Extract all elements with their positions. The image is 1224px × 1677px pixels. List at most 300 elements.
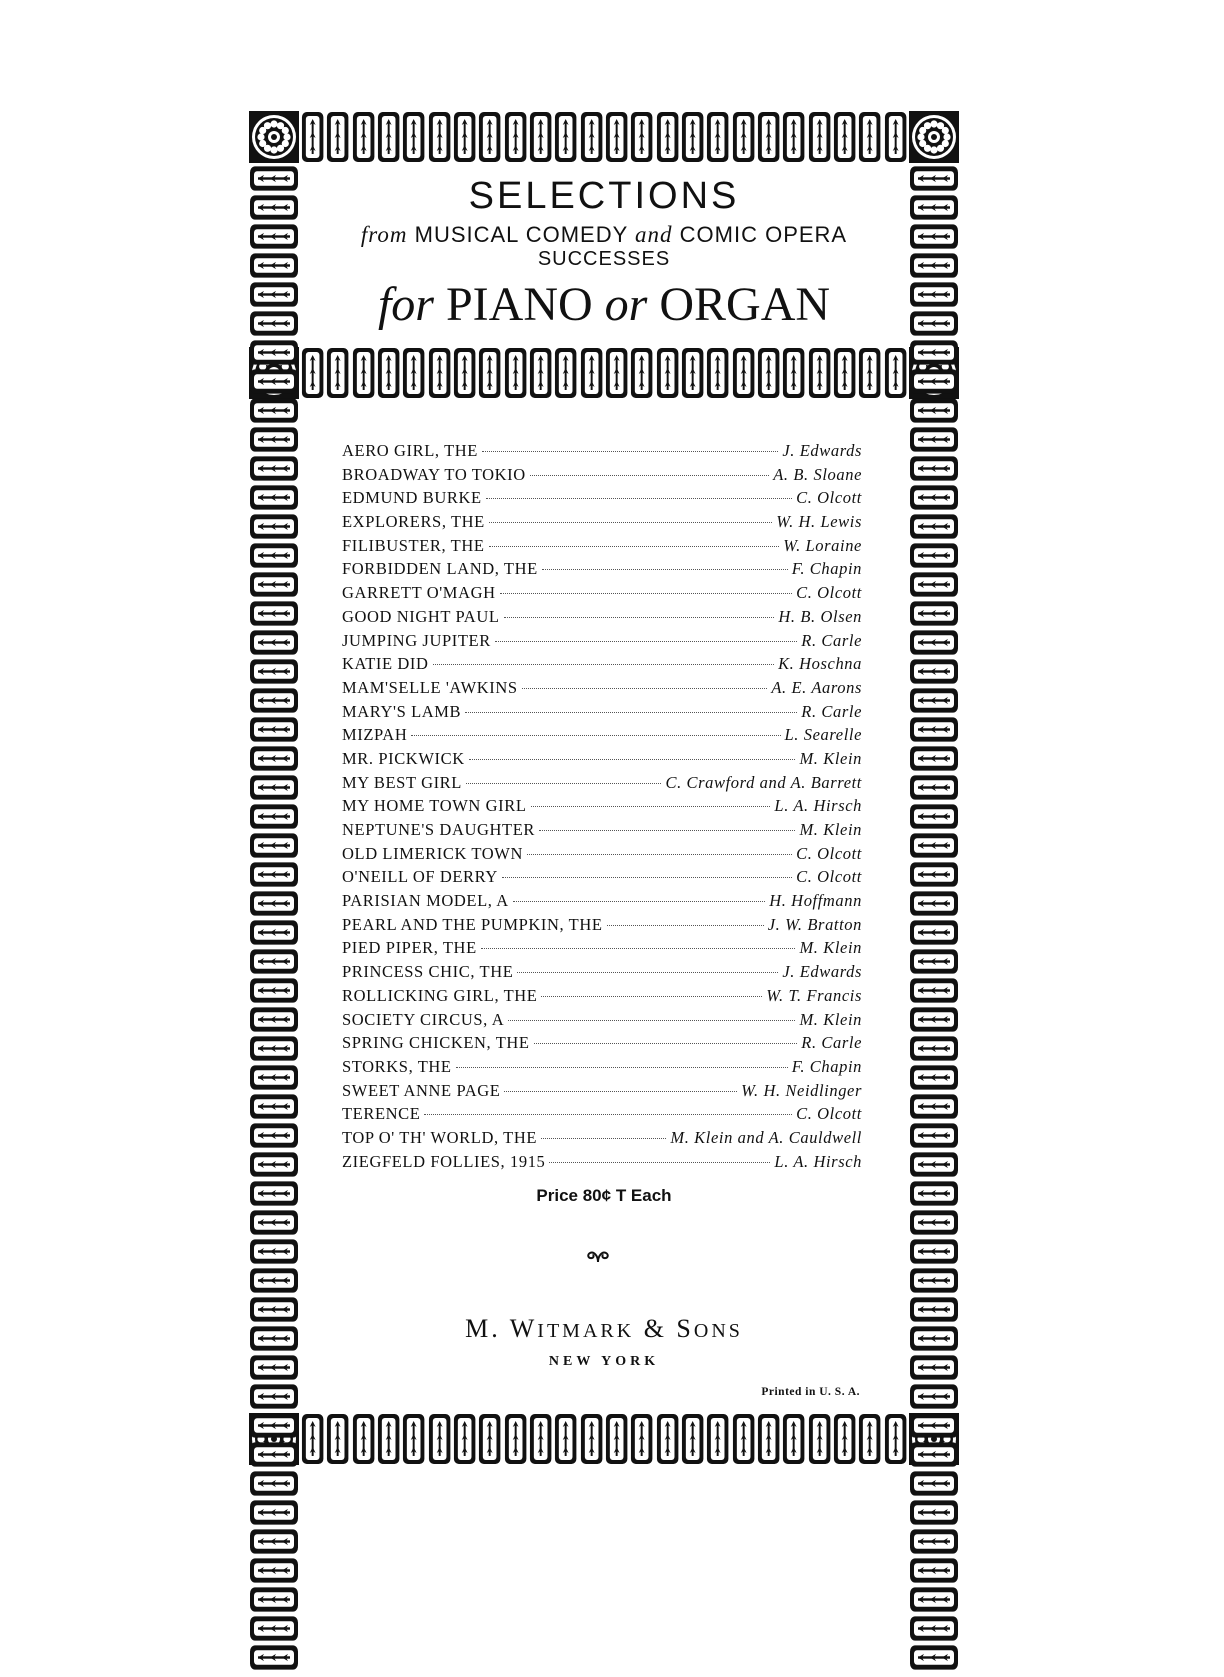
border-tile-icon: [629, 346, 654, 400]
border-tile-icon: [477, 346, 502, 400]
border-tile-icon: [908, 628, 960, 657]
list-item: [342, 984, 862, 1008]
dot-leader: [486, 497, 792, 499]
selection-title: FORBIDDEN LAND, THE: [342, 559, 538, 579]
border-tile-icon: [248, 715, 300, 744]
selection-composer: W. H. Lewis: [776, 512, 862, 532]
border-tile-icon: [248, 744, 300, 773]
border-tile-icon: [908, 1614, 960, 1643]
border-tile-icon: [248, 802, 300, 831]
publisher-initial: M.: [465, 1314, 501, 1343]
ornamental-border-right: [908, 164, 960, 1412]
border-tile-icon: [908, 251, 960, 280]
dot-leader: [469, 758, 796, 760]
selections-list: [342, 439, 862, 1173]
border-tile-icon: [427, 346, 452, 400]
selection-composer: C. Olcott: [796, 488, 862, 508]
flourish-ornament-icon: [586, 1248, 610, 1264]
ornamental-border-top: [248, 110, 960, 164]
border-tile-icon: [376, 346, 401, 400]
selection-title: KATIE DID: [342, 654, 429, 674]
border-tile-icon: [629, 1412, 654, 1466]
publisher-ampersand: &: [643, 1314, 667, 1343]
border-tile-icon: [908, 1324, 960, 1353]
selection-title: PIED PIPER, THE: [342, 938, 477, 958]
border-tile-icon: [908, 1063, 960, 1092]
rosette-ornament-icon: [908, 110, 960, 164]
dot-leader: [504, 616, 775, 618]
border-tile-icon: [680, 110, 705, 164]
border-tile-icon: [807, 1412, 832, 1466]
list-item: [342, 629, 862, 653]
border-tile-icon: [781, 346, 806, 400]
border-tile-icon: [908, 338, 960, 367]
border-tile-icon: [908, 222, 960, 251]
selection-title: O'NEILL OF DERRY: [342, 867, 498, 887]
border-tile-icon: [908, 454, 960, 483]
selection-composer: M. Klein: [799, 748, 862, 768]
page-title: SELECTIONS: [468, 175, 740, 217]
border-tile-icon: [248, 338, 300, 367]
border-tile-icon: [248, 570, 300, 599]
border-tile-icon: [908, 280, 960, 309]
border-tile-icon: [908, 686, 960, 715]
border-tile-icon: [579, 1412, 604, 1466]
border-tile-icon: [807, 346, 832, 400]
border-tile-icon: [832, 110, 857, 164]
selection-composer: C. Crawford and A. Barrett: [665, 772, 862, 792]
list-item: [342, 913, 862, 937]
selection-title: GOOD NIGHT PAUL: [342, 606, 500, 626]
border-tile-icon: [857, 1412, 882, 1466]
border-tile-icon: [248, 541, 300, 570]
dot-leader: [530, 474, 769, 476]
border-tile-icon: [680, 346, 705, 400]
border-tile-icon: [248, 1469, 300, 1498]
border-tile-icon: [655, 346, 680, 400]
border-tile-icon: [452, 346, 477, 400]
border-tile-icon: [248, 1324, 300, 1353]
list-item: [342, 510, 862, 534]
subtitle-line-1: [300, 222, 908, 248]
subtitle-line-2: SUCCESSES: [537, 248, 671, 270]
list-item: [342, 1008, 862, 1032]
dot-leader: [508, 1019, 795, 1021]
dot-leader: [411, 734, 780, 736]
dot-leader: [517, 971, 778, 973]
list-item: [342, 960, 862, 984]
subtitle-comic-opera: COMIC OPERA: [679, 222, 848, 247]
border-tile-icon: [248, 164, 300, 193]
border-tile-icon: [908, 1179, 960, 1208]
border-tile-icon: [248, 599, 300, 628]
border-tile-icon: [248, 1556, 300, 1585]
selection-composer: H. B. Olsen: [778, 606, 862, 626]
border-tile-icon: [908, 1295, 960, 1324]
border-tile-icon: [908, 1643, 960, 1672]
border-tile-icon: [248, 483, 300, 512]
border-tile-icon: [908, 1121, 960, 1150]
border-tile-icon: [705, 346, 730, 400]
subtitle-from: from: [360, 222, 408, 247]
border-tile-icon: [376, 110, 401, 164]
rosette-ornament-icon: [248, 110, 300, 164]
selection-composer: W. T. Francis: [766, 985, 862, 1005]
border-tile-icon: [300, 110, 325, 164]
border-tile-icon: [908, 1498, 960, 1527]
border-tile-icon: [248, 1121, 300, 1150]
dot-leader: [481, 947, 796, 949]
publisher-s: S: [676, 1314, 694, 1343]
border-tile-icon: [731, 110, 756, 164]
border-tile-icon: [579, 110, 604, 164]
border-tile-icon: [832, 1412, 857, 1466]
border-tile-icon: [731, 1412, 756, 1466]
border-tile-icon: [248, 512, 300, 541]
selection-composer: M. Klein and A. Cauldwell: [670, 1127, 862, 1147]
price-note: Price 80¢ T Each: [536, 1186, 672, 1205]
border-tile-icon: [908, 1266, 960, 1295]
selection-title: STORKS, THE: [342, 1056, 452, 1076]
selection-title: MAM'SELLE 'AWKINS: [342, 677, 518, 697]
border-tile-icon: [401, 110, 426, 164]
border-tile-icon: [908, 1237, 960, 1266]
border-tile-icon: [248, 1005, 300, 1034]
border-tile-icon: [553, 1412, 578, 1466]
dot-leader: [489, 545, 780, 547]
title-panel: [300, 164, 908, 346]
border-tile-icon: [908, 1440, 960, 1469]
dot-leader: [465, 711, 797, 713]
border-tile-icon: [248, 860, 300, 889]
dot-leader: [500, 592, 792, 594]
border-tile-icon: [248, 1237, 300, 1266]
selection-title: BROADWAY TO TOKIO: [342, 464, 526, 484]
border-tile-icon: [883, 110, 908, 164]
border-tile-icon: [248, 1150, 300, 1179]
subtitle-musical-comedy: MUSICAL COMEDY: [414, 222, 628, 247]
border-tile-icon: [655, 1412, 680, 1466]
border-tile-icon: [604, 346, 629, 400]
dot-leader: [539, 829, 795, 831]
border-tile-icon: [908, 831, 960, 860]
border-tile-icon: [248, 1353, 300, 1382]
list-item: [342, 439, 862, 463]
selection-composer: W. H. Neidlinger: [741, 1080, 862, 1100]
border-tile-icon: [832, 346, 857, 400]
printed-in-note: Printed in U. S. A.: [761, 1386, 860, 1398]
instrument-line: [300, 276, 908, 334]
border-tile-icon: [248, 280, 300, 309]
instrument-for: for: [377, 278, 434, 331]
border-tile-icon: [908, 541, 960, 570]
dot-leader: [527, 853, 792, 855]
selection-composer: F. Chapin: [791, 1056, 862, 1076]
selection-composer: R. Carle: [801, 630, 862, 650]
border-tile-icon: [908, 483, 960, 512]
border-tile-icon: [248, 947, 300, 976]
selection-title: MY HOME TOWN GIRL: [342, 796, 527, 816]
border-tile-icon: [908, 512, 960, 541]
selection-composer: M. Klein: [799, 820, 862, 839]
border-tile-icon: [477, 1412, 502, 1466]
publisher-city: NEW YORK: [548, 1354, 660, 1369]
list-item: [342, 534, 862, 558]
selection-composer: L. A. Hirsch: [774, 1151, 862, 1171]
selection-composer: C. Olcott: [796, 583, 862, 603]
dot-leader: [513, 900, 765, 902]
border-tile-icon: [300, 1412, 325, 1466]
dot-leader: [549, 1161, 770, 1163]
selection-composer: C. Olcott: [796, 843, 862, 863]
border-tile-icon: [248, 309, 300, 338]
border-tile-icon: [857, 346, 882, 400]
border-tile-icon: [248, 425, 300, 454]
selection-title: EDMUND BURKE: [342, 488, 482, 508]
border-tile-icon: [248, 1614, 300, 1643]
dot-leader: [489, 521, 772, 523]
list-item: [342, 842, 862, 866]
selection-title: ZIEGFELD FOLLIES, 1915: [342, 1151, 546, 1171]
border-tile-icon: [908, 1469, 960, 1498]
ornamental-border-left: [248, 164, 300, 1412]
border-tile-icon: [908, 860, 960, 889]
selection-title: GARRETT O'MAGH: [342, 583, 496, 603]
border-tile-icon: [705, 1412, 730, 1466]
dot-leader: [542, 568, 788, 570]
border-tile-icon: [248, 1498, 300, 1527]
border-tile-icon: [325, 1412, 350, 1466]
border-tile-icon: [376, 1412, 401, 1466]
border-tile-icon: [680, 1412, 705, 1466]
border-tile-icon: [781, 110, 806, 164]
selection-composer: J. W. Bratton: [767, 914, 862, 934]
border-tile-icon: [807, 110, 832, 164]
selection-title: ROLLICKING GIRL, THE: [342, 985, 538, 1005]
publisher-itmark: ITMARK: [537, 1320, 635, 1342]
border-tile-icon: [351, 1412, 376, 1466]
selection-title: SOCIETY CIRCUS, A: [342, 1009, 505, 1029]
border-tile-icon: [908, 570, 960, 599]
border-tile-icon: [731, 346, 756, 400]
border-tile-icon: [248, 1179, 300, 1208]
selection-title: MY BEST GIRL: [342, 772, 462, 792]
border-tile-icon: [248, 454, 300, 483]
list-item: [342, 818, 862, 842]
selection-title: MR. PICKWICK: [342, 748, 465, 768]
list-item: [342, 1079, 862, 1103]
border-tile-icon: [756, 346, 781, 400]
publisher-w: W: [509, 1314, 538, 1343]
border-tile-icon: [248, 1382, 300, 1411]
border-tile-icon: [325, 346, 350, 400]
ornamental-border-bottom: [248, 1412, 960, 1466]
selection-composer: L. A. Hirsch: [774, 796, 862, 816]
border-tile-icon: [629, 110, 654, 164]
border-tile-icon: [248, 976, 300, 1005]
border-tile-icon: [756, 1412, 781, 1466]
instrument-piano: PIANO: [445, 278, 593, 331]
selection-composer: R. Carle: [801, 701, 862, 721]
border-tile-icon: [908, 1353, 960, 1382]
list-item: [342, 1102, 862, 1126]
border-tile-icon: [553, 346, 578, 400]
border-tile-icon: [908, 744, 960, 773]
dot-leader: [607, 924, 764, 926]
border-tile-icon: [604, 1412, 629, 1466]
border-tile-icon: [908, 1411, 960, 1440]
border-tile-icon: [908, 164, 960, 193]
dot-leader: [424, 1113, 792, 1115]
border-tile-icon: [908, 425, 960, 454]
selection-composer: F. Chapin: [791, 559, 862, 579]
border-tile-icon: [781, 1412, 806, 1466]
border-tile-icon: [248, 367, 300, 396]
dot-leader: [504, 1090, 737, 1092]
selection-title: NEPTUNE'S DAUGHTER: [342, 820, 535, 839]
border-tile-icon: [503, 346, 528, 400]
list-item: [342, 865, 862, 889]
list-item: [342, 463, 862, 487]
list-item: [342, 676, 862, 700]
border-tile-icon: [908, 947, 960, 976]
dot-leader: [541, 995, 762, 997]
list-item: [342, 747, 862, 771]
list-item: [342, 486, 862, 510]
dot-leader: [541, 1137, 666, 1139]
border-tile-icon: [351, 346, 376, 400]
border-tile-icon: [248, 251, 300, 280]
list-item: [342, 700, 862, 724]
instrument-organ: ORGAN: [659, 278, 831, 331]
border-tile-icon: [908, 976, 960, 1005]
selection-composer: A. E. Aarons: [771, 677, 862, 697]
selection-title: MIZPAH: [342, 725, 408, 745]
list-item: [342, 557, 862, 581]
border-tile-icon: [248, 918, 300, 947]
border-tile-icon: [248, 1295, 300, 1324]
border-tile-icon: [248, 1208, 300, 1237]
border-tile-icon: [908, 802, 960, 831]
border-tile-icon: [528, 110, 553, 164]
dot-leader: [482, 450, 778, 452]
border-tile-icon: [248, 1034, 300, 1063]
border-tile-icon: [908, 1556, 960, 1585]
border-tile-icon: [248, 773, 300, 802]
border-tile-icon: [248, 193, 300, 222]
border-tile-icon: [883, 1412, 908, 1466]
selection-title: SPRING CHICKEN, THE: [342, 1033, 530, 1053]
dot-leader: [433, 663, 775, 665]
border-tile-icon: [427, 1412, 452, 1466]
border-tile-icon: [528, 346, 553, 400]
selection-composer: C. Olcott: [796, 867, 862, 887]
selection-composer: W. Loraine: [783, 535, 862, 555]
selection-title: EXPLORERS, THE: [342, 512, 485, 532]
border-tile-icon: [908, 1382, 960, 1411]
list-item: [342, 1150, 862, 1174]
publisher-ons: ONS: [693, 1320, 743, 1342]
border-tile-icon: [756, 110, 781, 164]
border-tile-icon: [503, 110, 528, 164]
dot-leader: [456, 1066, 788, 1068]
list-item: [342, 581, 862, 605]
border-tile-icon: [908, 1527, 960, 1556]
selection-title: JUMPING JUPITER: [342, 630, 491, 650]
selection-title: PRINCESS CHIC, THE: [342, 962, 514, 982]
border-tile-icon: [908, 396, 960, 425]
border-tile-icon: [908, 715, 960, 744]
selection-composer: M. Klein: [799, 938, 862, 958]
border-tile-icon: [908, 193, 960, 222]
selection-composer: H. Hoffmann: [769, 891, 862, 911]
border-tile-icon: [503, 1412, 528, 1466]
selection-composer: M. Klein: [799, 1009, 862, 1029]
selection-composer: L. Searelle: [784, 725, 862, 745]
selection-title: FILIBUSTER, THE: [342, 535, 485, 555]
subtitle-and: and: [635, 222, 673, 247]
border-tile-icon: [248, 1643, 300, 1672]
selection-title: PARISIAN MODEL, A: [342, 891, 509, 911]
border-tile-icon: [908, 889, 960, 918]
border-tile-icon: [604, 110, 629, 164]
dot-leader: [495, 640, 797, 642]
border-tile-icon: [452, 1412, 477, 1466]
border-tile-icon: [248, 396, 300, 425]
border-tile-icon: [248, 1527, 300, 1556]
dot-leader: [531, 805, 771, 807]
list-item: [342, 771, 862, 795]
border-tile-icon: [908, 657, 960, 686]
border-tile-icon: [528, 1412, 553, 1466]
list-item: [342, 652, 862, 676]
border-tile-icon: [248, 1266, 300, 1295]
selection-title: MARY'S LAMB: [342, 701, 462, 721]
border-tile-icon: [248, 686, 300, 715]
border-tile-icon: [883, 346, 908, 400]
border-tile-icon: [857, 110, 882, 164]
selection-composer: R. Carle: [801, 1033, 862, 1053]
dot-leader: [534, 1042, 798, 1044]
instrument-or: or: [604, 278, 648, 331]
selection-title: OLD LIMERICK TOWN: [342, 843, 523, 863]
selection-title: AERO GIRL, THE: [342, 441, 478, 460]
selection-title: TOP O' TH' WORLD, THE: [342, 1127, 538, 1147]
border-tile-icon: [908, 918, 960, 947]
border-tile-icon: [248, 1092, 300, 1121]
border-tile-icon: [300, 346, 325, 400]
dot-leader: [466, 782, 662, 784]
selection-composer: J. Edwards: [782, 441, 862, 460]
border-tile-icon: [248, 1440, 300, 1469]
border-tile-icon: [351, 110, 376, 164]
list-item: [342, 889, 862, 913]
border-tile-icon: [248, 222, 300, 251]
border-tile-icon: [908, 1150, 960, 1179]
border-tile-icon: [908, 1034, 960, 1063]
border-tile-icon: [248, 1063, 300, 1092]
list-item: [342, 1031, 862, 1055]
border-tile-icon: [908, 309, 960, 338]
border-tile-icon: [908, 1208, 960, 1237]
border-tile-icon: [579, 346, 604, 400]
selection-title: PEARL AND THE PUMPKIN, THE: [342, 914, 603, 934]
border-tile-icon: [908, 599, 960, 628]
border-tile-icon: [248, 889, 300, 918]
list-item: [342, 794, 862, 818]
border-tile-icon: [655, 110, 680, 164]
border-tile-icon: [553, 110, 578, 164]
